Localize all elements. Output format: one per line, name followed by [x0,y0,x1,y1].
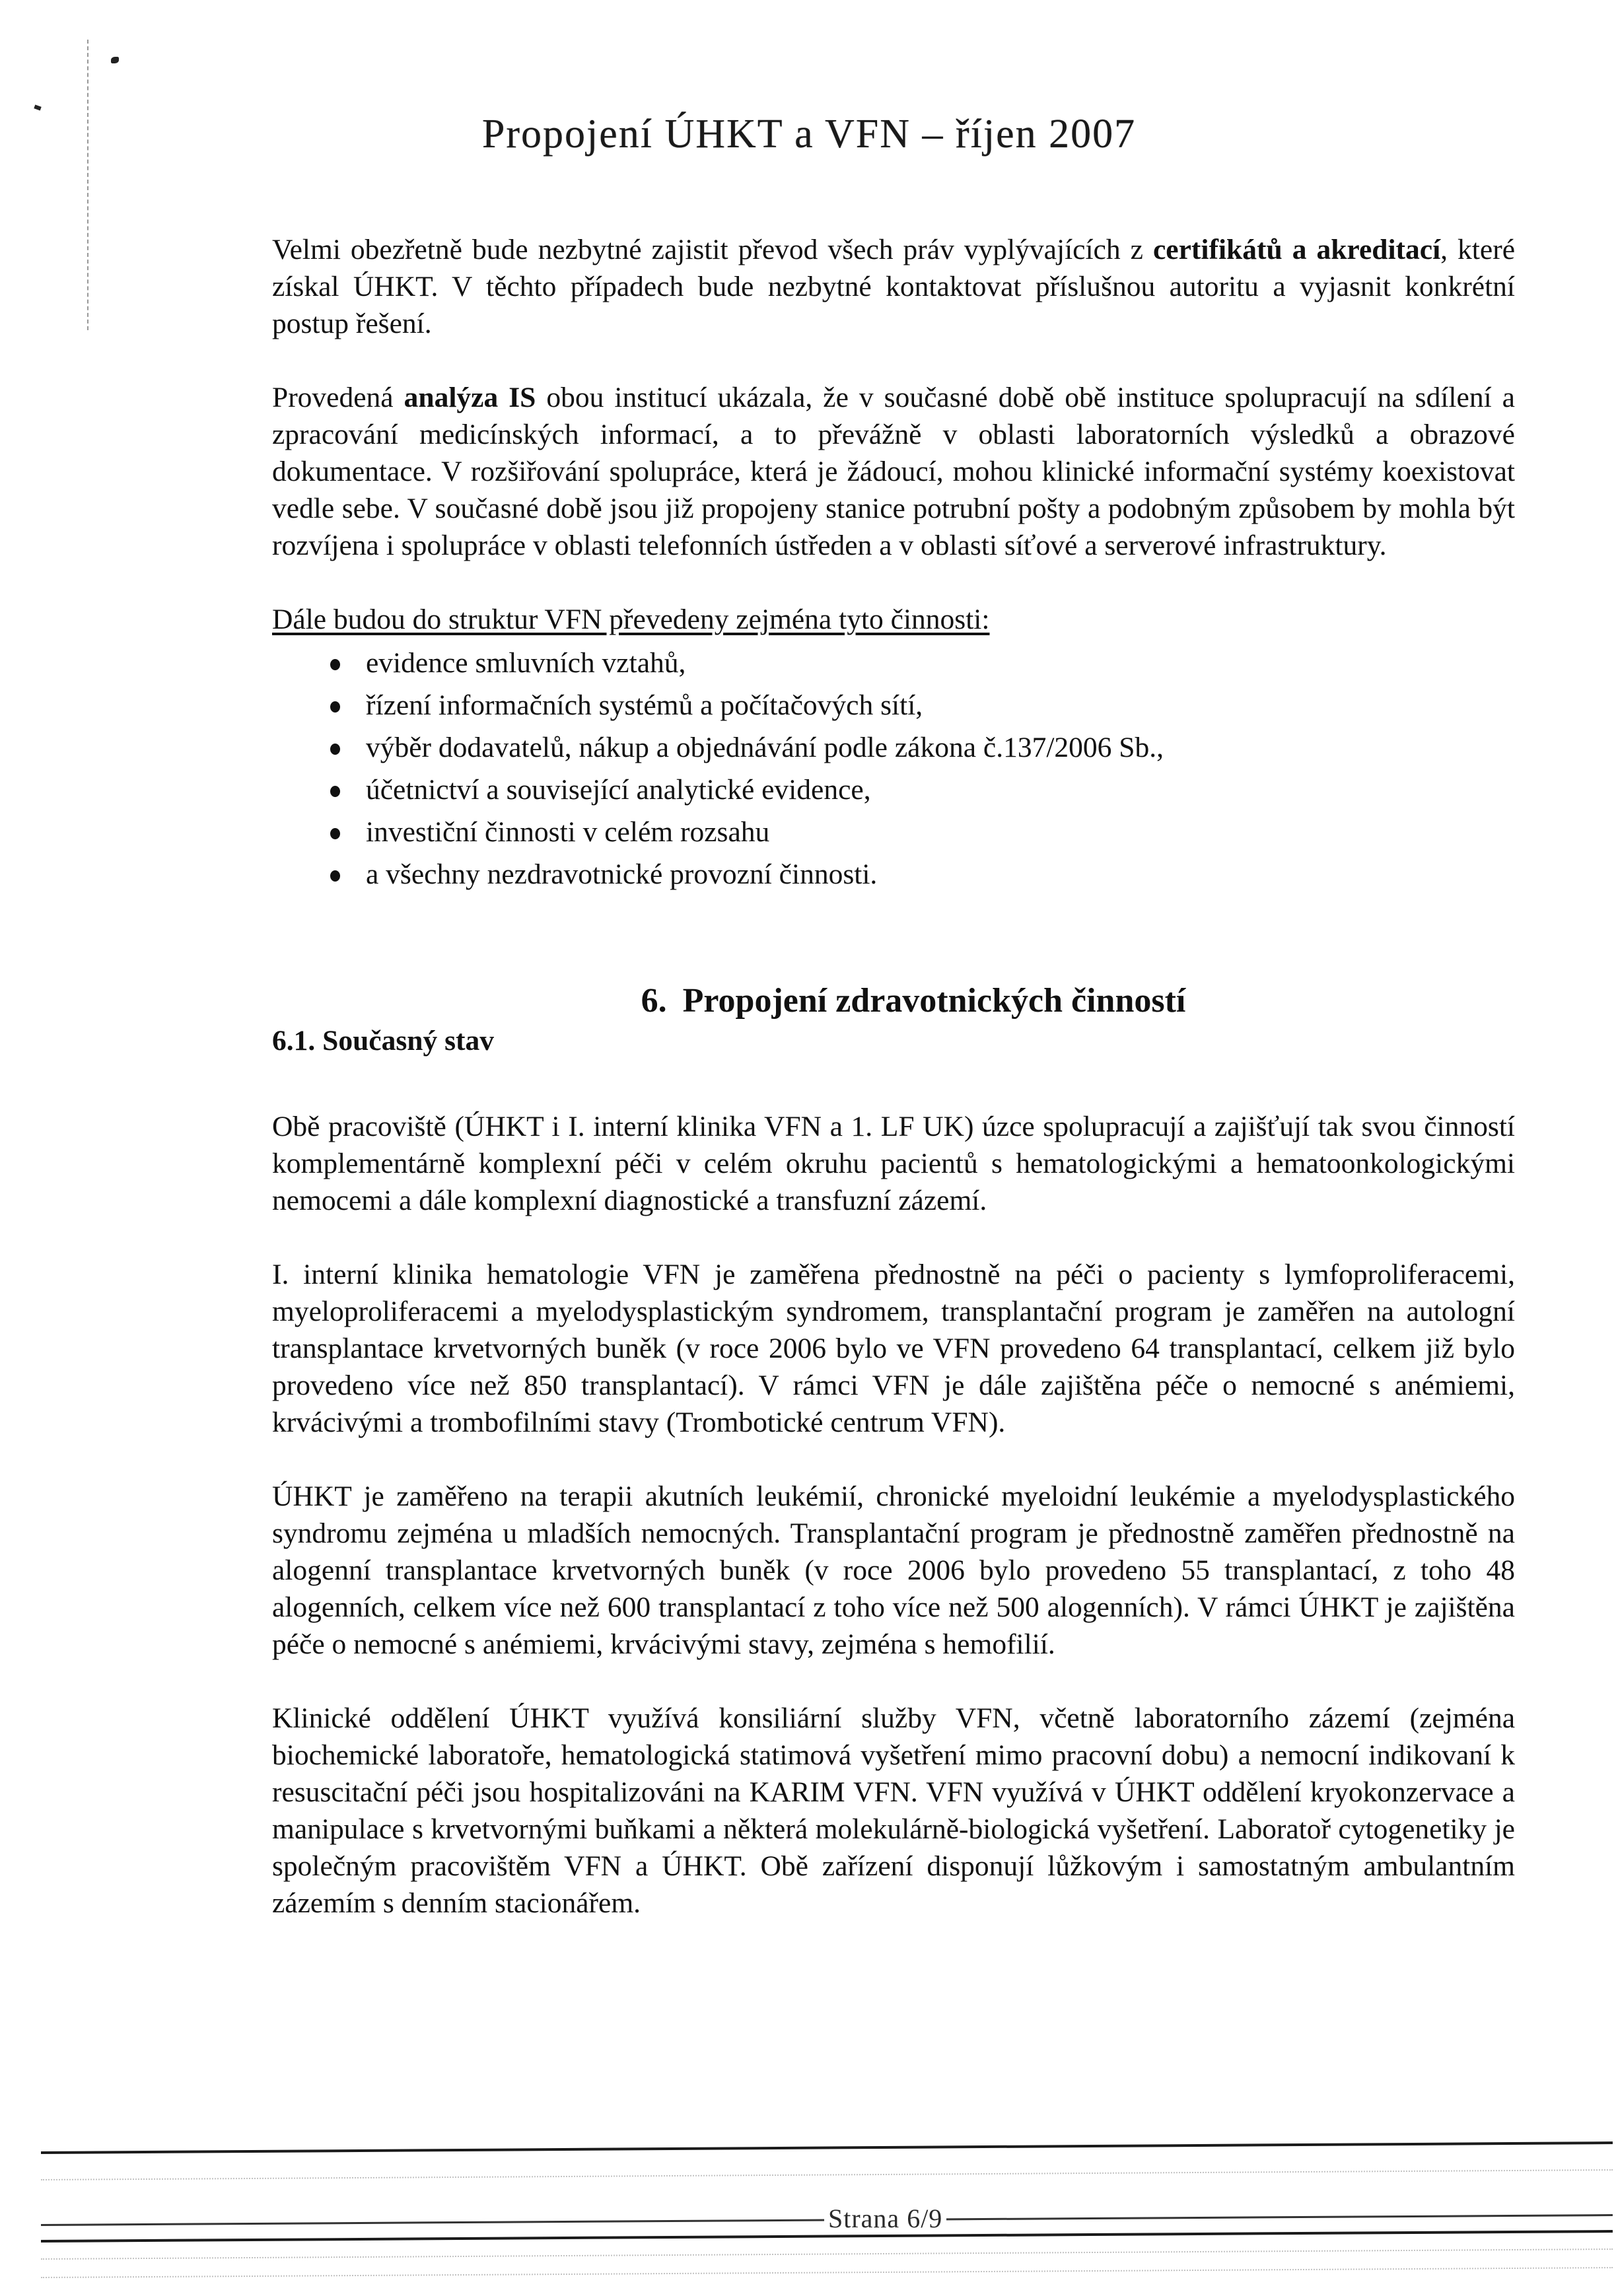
activities-list [272,642,1515,895]
bullet-icon [330,701,340,713]
bullet-icon [330,744,340,755]
subsection-heading: 6.1. Současný stav [272,1025,494,1057]
bullet-icon [330,828,340,839]
paragraph-clinical-department: Klinické oddělení ÚHKT využívá konsiliární služby VFN, včetně laboratorního zázemí (zejména biochemické laboratoře, hematologická statimová vyšetření mimo pracovní dobu) a nemocní indikovaní k resuscitační péči jsou hospitalizováni na KARIM VFN. VFN využívá v ÚHKT oddělení kryokonzervace a manipulace s krvetvornými buňkami a některá molekulárně-biologická vyšetření. Laboratoř cytogenetiky je společným pracovištěm VFN a ÚHKT. Obě zařízení disponují lůžkovým i samostatným ambulantním zázemím s denním stacionářem. [272,1702,1515,1919]
bullet-icon [330,870,340,882]
bullet-icon [330,659,340,670]
bold-phrase: certifikátů a akreditací [1152,234,1441,265]
paragraph-text: obou institucí ukázala, že v současné době obě instituce spolupracují na sdílení a zpracování medicínských informací, a to převážně v oblasti laboratorních výsledků a obrazové dokumentace. V rozšiřování spolupráce, která je žádoucí, mohou klinické informační systémy koexistovat vedle sebe. V současné době jsou již propojeny stanice potrubní pošty a podobným způsobem by mohla být rozvíjena i spolupráce v oblasti telefonních ústředen a v oblasti síťové a serverové infrastruktury. [272,382,1515,561]
section-title: Propojení zdravotnických činností [682,982,1186,1020]
section-heading [272,980,1515,1022]
list-item-text: investiční činnosti v celém rozsahu [366,816,770,848]
list-item [272,726,1515,769]
page-header-title: Propojení ÚHKT a VFN – říjen 2007 [481,112,1137,157]
list-item-text: řízení informačních systémů a počítačových sítí, [366,689,923,721]
list-item-text: účetnictví a související analytické evidence, [366,774,871,806]
list-item [272,853,1515,895]
scan-noise-line [41,2267,1613,2279]
list-item-text: výběr dodavatelů, nákup a objednávání podle zákona č.137/2006 Sb., [366,732,1164,763]
paragraph-is-analysis [272,379,1515,564]
bold-phrase: analýza IS [404,382,536,413]
scan-margin-artifact [87,40,90,330]
paragraph-certificates [272,231,1515,342]
document-body [272,231,1515,1959]
list-item-text: a všechny nezdravotnické provozní činnosti. [366,858,878,890]
list-item-text: evidence smluvních vztahů, [366,647,686,679]
footer-divider [41,2141,1613,2154]
scan-speck [111,57,119,63]
paragraph-text: Provedená [272,382,404,413]
list-item [272,811,1515,853]
paragraph-vfn-clinic: I. interní klinika hematologie VFN je zaměřena přednostně na péči o pacienty s lymfoproliferacemi, myeloproliferacemi a myelodysplastickým syndromem, transplantační program je zaměřen na autologní transplantace krvetvorných buněk (v roce 2006 bylo ve VFN provedeno 64 transplantací, celkem již bylo provedeno více než 850 transplantací). V rámci VFN je dále zajištěna péče o nemocné s anémiemi, krvácivými a trombofilními stavy (Trombotické centrum VFN). [272,1259,1515,1438]
bullet-icon [330,786,340,797]
paragraph-text: Velmi obezřetně bude nezbytné zajistit převod všech práv vyplývajících z [272,234,1153,265]
section-number: 6. [641,982,667,1020]
scan-speck [34,104,41,110]
page-number: Strana 6/9 [824,2203,946,2234]
list-intro: Dále budou do struktur VFN převedeny zejména tyto činnosti: [272,604,990,635]
scan-noise-line [41,2169,1613,2181]
list-item [272,684,1515,726]
paragraph-uhkt: ÚHKT je zaměřeno na terapii akutních leukémií, chronické myeloidní leukémie a myelodysplastického syndromu zejména u mladších nemocných. Transplantační program je přednostně zaměřen přednostně na alogenní transplantace krvetvorných buněk (v roce 2006 bylo provedeno 55 transplantací, z toho 48 alogenních, celkem více než 600 transplantací z toho více než 500 alogenních). V rámci ÚHKT je zajištěna péče o nemocné s anémiemi, krvácivými stavy, zejména s hemofilií. [272,1480,1515,1660]
paragraph-text: , které získal ÚHKT. V těchto případech bude nezbytné kontaktovat příslušnou autoritu a vyjasnit konkrétní postup řešení. [272,234,1515,339]
list-item [272,769,1515,811]
scan-noise-line [41,2248,1613,2260]
list-item [272,642,1515,684]
paragraph-cooperation: Obě pracoviště (ÚHKT i I. interní klinika VFN a 1. LF UK) úzce spolupracují a zajišťují tak svou činností komplementárně komplexní péči v celém okruhu pacientů s hematologickými a hematoonkologickými nemocemi a dále komplexní diagnostické a transfuzní zázemí. [272,1111,1515,1216]
